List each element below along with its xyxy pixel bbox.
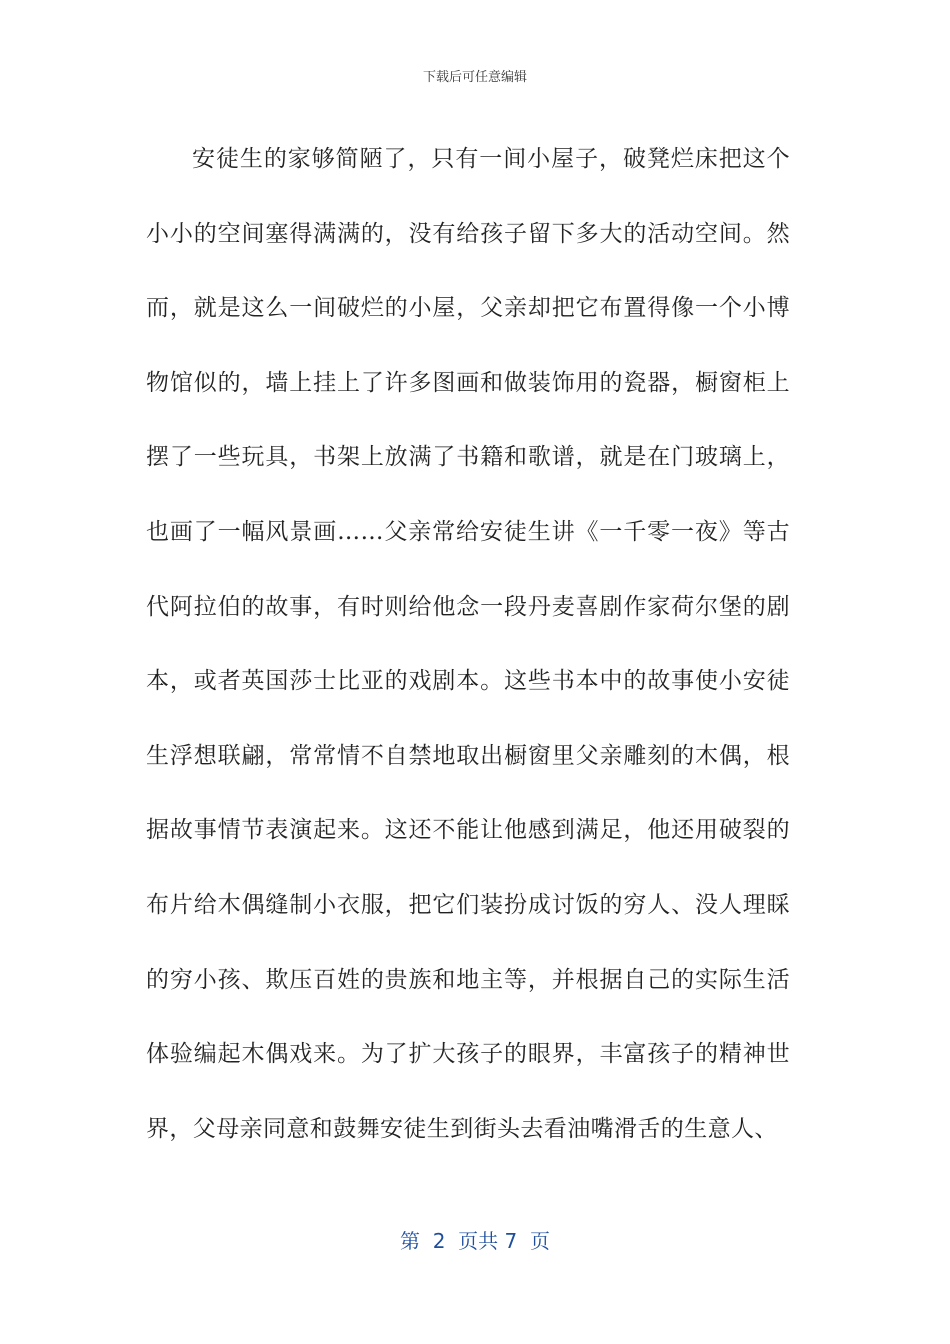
page-number-footer: 第 2 页共 7 页: [400, 1229, 550, 1253]
page-header-note: 下载后可任意编辑: [422, 70, 527, 85]
body-paragraph: 安徒生的家够简陋了，只有一间小屋子，破凳烂床把这个小小的空间塞得满满的，没有给孩子留下多大的活动空间。然而，就是这么一间破烂的小屋，父亲却把它布置得像一个小博物馆似的，墙上挂上了许多图画和做装饰用的瓷器，橱窗柜上摆了一些玩具，书架上放满了书籍和歌谱，就是在门玻璃上，也画了一幅风景画……父亲常给安徒生讲《一千零一夜》等古代阿拉伯的故事，有时则给他念一段丹麦喜剧作家荷尔堡的剧本，或者英国莎士比亚的戏剧本。这些书本中的故事使小安徒生浮想联翩，常常情不自禁地取出橱窗里父亲雕刻的木偶，根据故事情节表演起来。这还不能让他感到满足，他还用破裂的布片给木偶缝制小衣服，把它们装扮成讨饭的穷人、没人理睬的穷小孩、欺压百姓的贵族和地主等，并根据自己的实际生活体验编起木偶戏来。为了扩大孩子的眼界，丰富孩子的精神世界，父母亲同意和鼓舞安徒生到街头去看油嘴滑舌的生意人、: [146, 146, 790, 1142]
